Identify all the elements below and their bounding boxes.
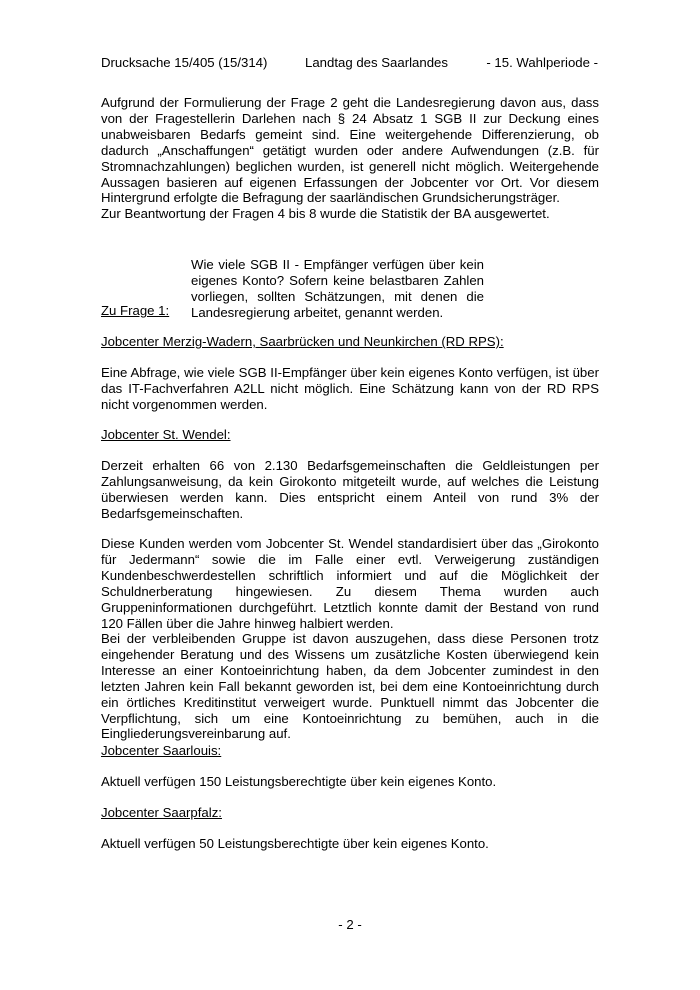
section-saarpfalz xyxy=(101,805,599,821)
section-paragraph: Diese Kunden werden vom Jobcenter St. Wendel standardisiert über das „Girokonto für Jedermann“ sowie die im Falle einer evtl. Verweigerung zuständigen Kundenbeschwerdestellen schriftlich informiert und auf die Möglichkeit der Schuldnerberatung hingewiesen. Zu diesem Thema wurden auch Gruppeninformationen durchgeführt. Letztlich konnte damit der Bestand von rund 120 Fällen über die Jahre hinweg halbiert werden. xyxy=(101,536,599,631)
page-number: - 2 - xyxy=(338,917,362,932)
header-parliament: Landtag des Saarlandes xyxy=(305,55,448,70)
section-rd-rps xyxy=(101,334,599,350)
answer-heading: Zu Frage 1: xyxy=(101,303,170,318)
page-header xyxy=(101,55,598,73)
intro-line: Zur Beantwortung der Fragen 4 bis 8 wurde die Statistik der BA ausgewertet. xyxy=(101,206,550,222)
section-st-wendel-body-3 xyxy=(101,631,599,742)
header-period: - 15. Wahlperiode - xyxy=(486,55,598,70)
section-paragraph: Bei der verbleibenden Gruppe ist davon auszugehen, dass diese Personen trotz eingehender Beratung und des Wissens um zusätzliche Kosten überwiegend kein Interesse an einer Kontoeinrichtung haben, da dem Jobcenter zumindest in den letzten Jahren kein Fall bekannt geworden ist, bei dem eine Kontoeinrichtung durch ein örtliches Kreditinstitut verweigert wurde. Punktuell nimmt das Jobcenter die Verpflichtung, sich um eine Kontoeinrichtung zu bemühen, auch in die Eingliederungsvereinbarung auf. xyxy=(101,631,599,742)
header-document-number: Drucksache 15/405 (15/314) xyxy=(101,55,268,70)
section-title: Jobcenter Saarpfalz: xyxy=(101,805,222,820)
question-block: Wie viele SGB II - Empfänger verfügen über kein eigenes Konto? Sofern keine belastbaren Zahlen vorliegen, sollten Schätzungen, mit denen die Landesregierung arbeitet, genannt werden. xyxy=(191,257,484,320)
intro-block xyxy=(101,95,599,222)
section-paragraph: Eine Abfrage, wie viele SGB II-Empfänger über kein eigenes Konto verfügen, ist über das IT-Fachverfahren A2LL nicht möglich. Eine Schätzung kann von der RD RPS nicht vorgenommen werden. xyxy=(101,365,599,412)
section-paragraph: Aktuell verfügen 150 Leistungsberechtigte über kein eigenes Konto. xyxy=(101,774,497,789)
section-saarlouis-body xyxy=(101,774,599,790)
answer-heading-block xyxy=(101,303,599,319)
section-st-wendel xyxy=(101,427,599,443)
section-title: Jobcenter St. Wendel: xyxy=(101,427,231,442)
section-paragraph: Aktuell verfügen 50 Leistungsberechtigte über kein eigenes Konto. xyxy=(101,836,489,851)
section-rd-rps-body xyxy=(101,365,599,413)
intro-paragraph: Aufgrund der Formulierung der Frage 2 geht die Landesregierung davon aus, dass von der Fragestellerin Darlehen nach § 24 Absatz 1 SGB II zur Deckung eines unabweisbaren Bedarfs gemeint sind. Eine weitergehende Differenzierung, ob dadurch „Anschaffungen“ getätigt wurden oder andere Aufwendungen (z.B. für Stromnachzahlungen) beglichen wurden, ist generell nicht möglich. Weitergehende Aussagen basieren auf eigenen Erfassungen der Jobcenter vor Ort. Vor diesem Hintergrund erfolgte die Befragung der saarländischen Grundsicherungsträger. xyxy=(101,95,599,206)
section-title: Jobcenter Merzig-Wadern, Saarbrücken und Neunkirchen (RD RPS): xyxy=(101,334,504,349)
section-title: Jobcenter Saarlouis: xyxy=(101,743,222,758)
section-st-wendel-body-2 xyxy=(101,536,599,631)
section-paragraph: Derzeit erhalten 66 von 2.130 Bedarfsgemeinschaften die Geldleistungen per Zahlungsanweisung, da kein Girokonto mitgeteilt wurde, auf welches die Leistung überwiesen werden kann. Dies entspricht einem Anteil von rund 3% der Bedarfsgemeinschaften. xyxy=(101,458,599,521)
section-saarlouis xyxy=(101,743,599,759)
section-st-wendel-body-1 xyxy=(101,458,599,522)
section-saarpfalz-body xyxy=(101,836,599,852)
